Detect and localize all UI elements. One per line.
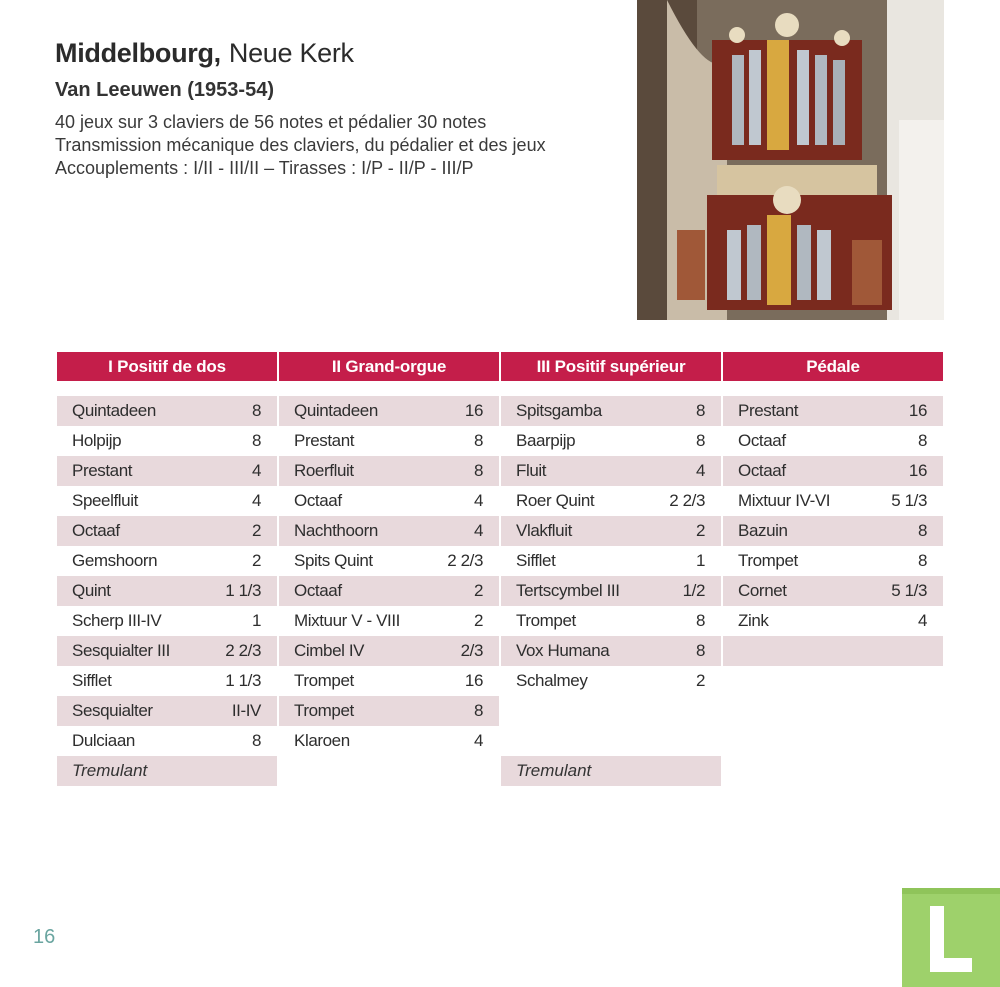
stop-pitch: 8 — [695, 401, 705, 420]
organ-illustration — [637, 0, 944, 320]
stop-name: Nachthoorn — [294, 521, 378, 540]
stop-pitch: 5 1/3 — [891, 491, 927, 510]
page-title — [55, 36, 615, 70]
stop-pitch: 1 1/3 — [225, 581, 261, 600]
stop-row — [279, 606, 499, 636]
stop-name: Prestant — [72, 461, 133, 480]
stop-row — [57, 396, 277, 426]
division-grand-orgue — [279, 352, 499, 786]
stop-name: Octaaf — [738, 461, 786, 480]
stop-rows — [723, 396, 943, 786]
stop-name: Quintadeen — [294, 401, 378, 420]
stop-row — [723, 516, 943, 546]
stop-pitch: 2/3 — [460, 641, 483, 660]
stop-pitch: 8 — [917, 521, 927, 540]
stop-pitch: 5 1/3 — [891, 581, 927, 600]
stop-row — [57, 726, 277, 756]
stop-pitch: 4 — [917, 611, 927, 630]
stop-row — [501, 426, 721, 456]
stop-row — [279, 486, 499, 516]
stop-name: Sesquialter — [72, 701, 153, 720]
stop-pitch: II-IV — [231, 701, 261, 720]
stop-row — [723, 426, 943, 456]
stop-row — [57, 426, 277, 456]
stop-pitch: 2 — [251, 551, 261, 570]
stop-row — [501, 516, 721, 546]
stop-pitch: 4 — [251, 461, 261, 480]
stop-row — [501, 606, 721, 636]
stop-pitch: 8 — [251, 731, 261, 750]
stop-name: Prestant — [294, 431, 355, 450]
stop-pitch: 2 — [251, 521, 261, 540]
stop-pitch: 8 — [695, 611, 705, 630]
stop-row — [279, 546, 499, 576]
stop-name: Octaaf — [294, 581, 342, 600]
stop-row — [723, 456, 943, 486]
stop-row — [57, 666, 277, 696]
empty-row — [723, 726, 943, 756]
stop-pitch: 4 — [473, 731, 483, 750]
stop-pitch: 4 — [473, 491, 483, 510]
stop-row — [501, 546, 721, 576]
stop-pitch: 16 — [908, 401, 927, 420]
empty-row — [723, 666, 943, 696]
organ-builder: Van Leeuwen (1953-54) — [55, 79, 274, 101]
stop-row — [279, 516, 499, 546]
title-church: Neue Kerk — [228, 38, 354, 68]
stop-name: Trompet — [294, 671, 354, 690]
division-heading: Pédale — [723, 352, 943, 381]
stop-name: Spits Quint — [294, 551, 373, 570]
stop-row — [501, 666, 721, 696]
tremulant: Tremulant — [501, 756, 721, 786]
stop-pitch: 2 — [473, 581, 483, 600]
stop-row — [501, 576, 721, 606]
stop-row — [279, 396, 499, 426]
page-number: 16 — [33, 926, 56, 948]
stop-name: Mixtuur IV-VI — [738, 491, 831, 510]
division-positif-superieur — [501, 352, 721, 786]
empty-row — [279, 756, 499, 786]
stop-pitch: 1 — [695, 551, 705, 570]
division-heading: III Positif supérieur — [501, 352, 721, 381]
stop-name: Sifflet — [72, 671, 112, 690]
stop-name: Prestant — [738, 401, 799, 420]
stop-row — [723, 396, 943, 426]
stop-name: Trompet — [738, 551, 798, 570]
desc-line: Accouplements : I/II - III/II – Tirasses : I/P - II/P - III/P — [55, 158, 474, 178]
stop-name: Tertscymbel III — [516, 581, 620, 600]
stop-pitch: 8 — [695, 431, 705, 450]
empty-row — [501, 726, 721, 756]
stop-pitch: 4 — [473, 521, 483, 540]
stop-name: Zink — [738, 611, 769, 630]
stop-pitch: 1 — [251, 611, 261, 630]
division-heading: I Positif de dos — [57, 352, 277, 381]
stop-name: Sesquialter III — [72, 641, 170, 660]
stop-name: Cimbel IV — [294, 641, 365, 660]
stop-pitch: 1 1/3 — [225, 671, 261, 690]
stop-rows — [57, 396, 277, 786]
stop-pitch: 16 — [908, 461, 927, 480]
empty-row — [723, 756, 943, 786]
stop-name: Quintadeen — [72, 401, 156, 420]
stop-name: Vlakfluit — [516, 521, 572, 540]
empty-row — [501, 696, 721, 726]
stop-pitch: 8 — [917, 551, 927, 570]
empty-row — [723, 696, 943, 726]
stop-name: Trompet — [516, 611, 576, 630]
stop-pitch: 4 — [251, 491, 261, 510]
stop-name: Dulciaan — [72, 731, 135, 750]
organ-photo — [637, 0, 944, 320]
stop-row — [723, 546, 943, 576]
stop-row — [57, 486, 277, 516]
stop-row — [501, 486, 721, 516]
stop-pitch: 8 — [917, 431, 927, 450]
stop-row — [57, 456, 277, 486]
stop-row — [279, 426, 499, 456]
division-positif-de-dos — [57, 352, 277, 786]
stop-row — [501, 456, 721, 486]
stop-name: Bazuin — [738, 521, 788, 540]
stop-name: Sifflet — [516, 551, 556, 570]
stop-pitch: 2 2/3 — [669, 491, 705, 510]
stop-name: Schalmey — [516, 671, 588, 690]
stop-row — [57, 546, 277, 576]
stop-pitch: 4 — [695, 461, 705, 480]
stop-row — [57, 516, 277, 546]
stop-row — [279, 666, 499, 696]
stop-name: Gemshoorn — [72, 551, 158, 570]
stop-name: Octaaf — [294, 491, 342, 510]
organ-description — [55, 111, 615, 180]
stop-pitch: 16 — [464, 401, 483, 420]
stop-row — [279, 726, 499, 756]
title-city: Middelbourg, — [55, 38, 221, 68]
stop-row — [279, 456, 499, 486]
division-heading: II Grand-orgue — [279, 352, 499, 381]
publisher-logo — [902, 888, 1000, 987]
desc-line: Transmission mécanique des claviers, du pédalier et des jeux — [55, 135, 546, 155]
stop-name: Roerfluit — [294, 461, 354, 480]
division-pedale — [723, 352, 943, 786]
stop-pitch: 16 — [464, 671, 483, 690]
stop-name: Roer Quint — [516, 491, 595, 510]
stop-pitch: 2 2/3 — [447, 551, 483, 570]
stop-name: Klaroen — [294, 731, 350, 750]
stop-pitch: 2 — [695, 521, 705, 540]
stop-row — [723, 606, 943, 636]
stop-pitch: 8 — [695, 641, 705, 660]
stop-name: Octaaf — [738, 431, 786, 450]
stop-row — [723, 486, 943, 516]
stop-name: Holpijp — [72, 431, 122, 450]
stop-name: Cornet — [738, 581, 787, 600]
stop-name: Quint — [72, 581, 111, 600]
stop-name: Trompet — [294, 701, 354, 720]
header — [55, 36, 615, 180]
stop-row — [501, 636, 721, 666]
stop-row — [279, 636, 499, 666]
stop-name: Scherp III-IV — [72, 611, 162, 630]
stop-pitch: 1/2 — [682, 581, 705, 600]
stop-name: Baarpijp — [516, 431, 576, 450]
desc-line: 40 jeux sur 3 claviers de 56 notes et pédalier 30 notes — [55, 112, 487, 132]
stop-pitch: 8 — [251, 431, 261, 450]
stop-row — [57, 636, 277, 666]
stop-pitch: 2 — [473, 611, 483, 630]
stop-row — [501, 396, 721, 426]
stop-name: Mixtuur V - VIII — [294, 611, 401, 630]
stop-row — [723, 576, 943, 606]
stop-row — [57, 696, 277, 726]
stop-pitch: 8 — [251, 401, 261, 420]
stop-row — [279, 696, 499, 726]
stop-row — [279, 576, 499, 606]
stop-pitch: 8 — [473, 461, 483, 480]
stop-rows — [501, 396, 721, 786]
stop-row — [57, 606, 277, 636]
stop-pitch: 8 — [473, 701, 483, 720]
stop-pitch: 8 — [473, 431, 483, 450]
stop-name: Spitsgamba — [516, 401, 602, 420]
stop-row — [57, 576, 277, 606]
empty-row — [723, 636, 943, 666]
stop-name: Vox Humana — [516, 641, 610, 660]
stop-name: Octaaf — [72, 521, 120, 540]
stop-pitch: 2 — [695, 671, 705, 690]
stop-name: Fluit — [516, 461, 547, 480]
tremulant: Tremulant — [57, 756, 277, 786]
stop-rows — [279, 396, 499, 786]
stop-name: Speelfluit — [72, 491, 138, 510]
stop-pitch: 2 2/3 — [225, 641, 261, 660]
